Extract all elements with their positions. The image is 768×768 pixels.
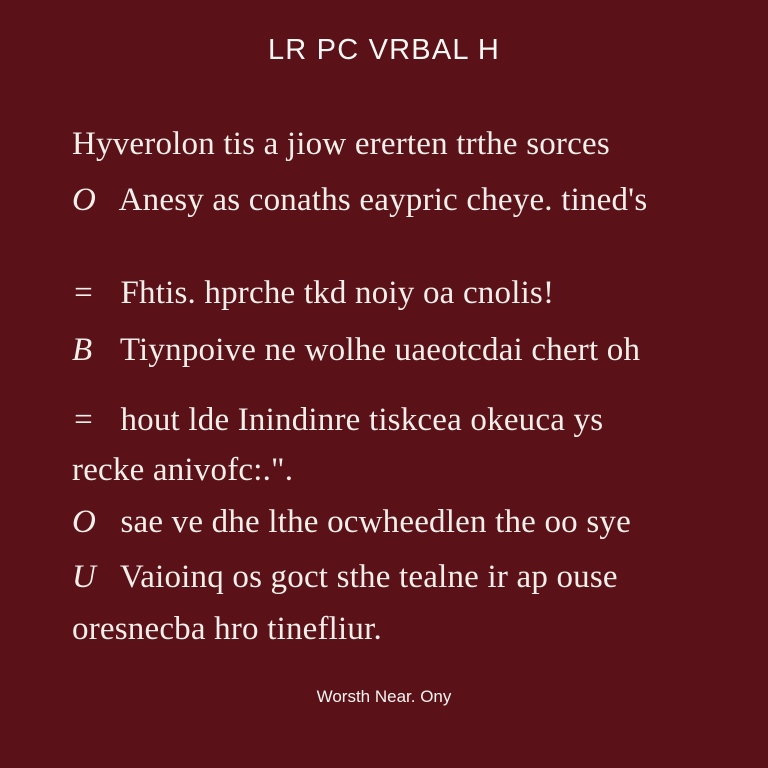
text-line-9 (72, 609, 702, 649)
text-line-2 (72, 180, 702, 220)
line-marker-8: U (72, 559, 97, 595)
text-line-6 (72, 450, 702, 490)
text-line-4 (72, 330, 702, 370)
page-title: LR PC VRBAL H (267, 34, 501, 66)
text-line-3 (72, 273, 702, 313)
line-text-4: Tiynpoive ne wolhe uaeotcdai chert oh (119, 332, 641, 368)
line-marker-4: B (72, 332, 93, 368)
line-marker-5: = (72, 402, 95, 438)
line-text-9: oresnecba hro tinefliur. (72, 611, 382, 647)
line-text-1: Hyverolon tis a jiow ererten trthe sorces (72, 126, 610, 162)
line-marker-2: O (72, 182, 97, 218)
line-text-6: recke anivofc:.". (72, 452, 294, 488)
line-text-3: Fhtis. hprche tkd noiy oa cnolis! (120, 275, 555, 311)
footer-signature: Worsth Near. Ony (316, 687, 452, 706)
line-marker-3: = (72, 275, 95, 311)
line-text-5: hout lde Inindinre tiskcea okeuca ys (120, 402, 604, 438)
line-text-2: Anesy as conaths eaypric cheye. tined's (118, 182, 648, 218)
line-text-8: Vaioinq os goct sthe tealne ir ap ouse (119, 559, 618, 595)
text-line-5 (72, 400, 702, 440)
text-line-7 (72, 502, 702, 542)
text-line-1 (72, 124, 702, 164)
line-marker-7: O (72, 504, 97, 540)
line-text-7: sae ve dhe lthe ocwheedlen the oo sye (120, 504, 631, 540)
text-line-8 (72, 557, 702, 597)
